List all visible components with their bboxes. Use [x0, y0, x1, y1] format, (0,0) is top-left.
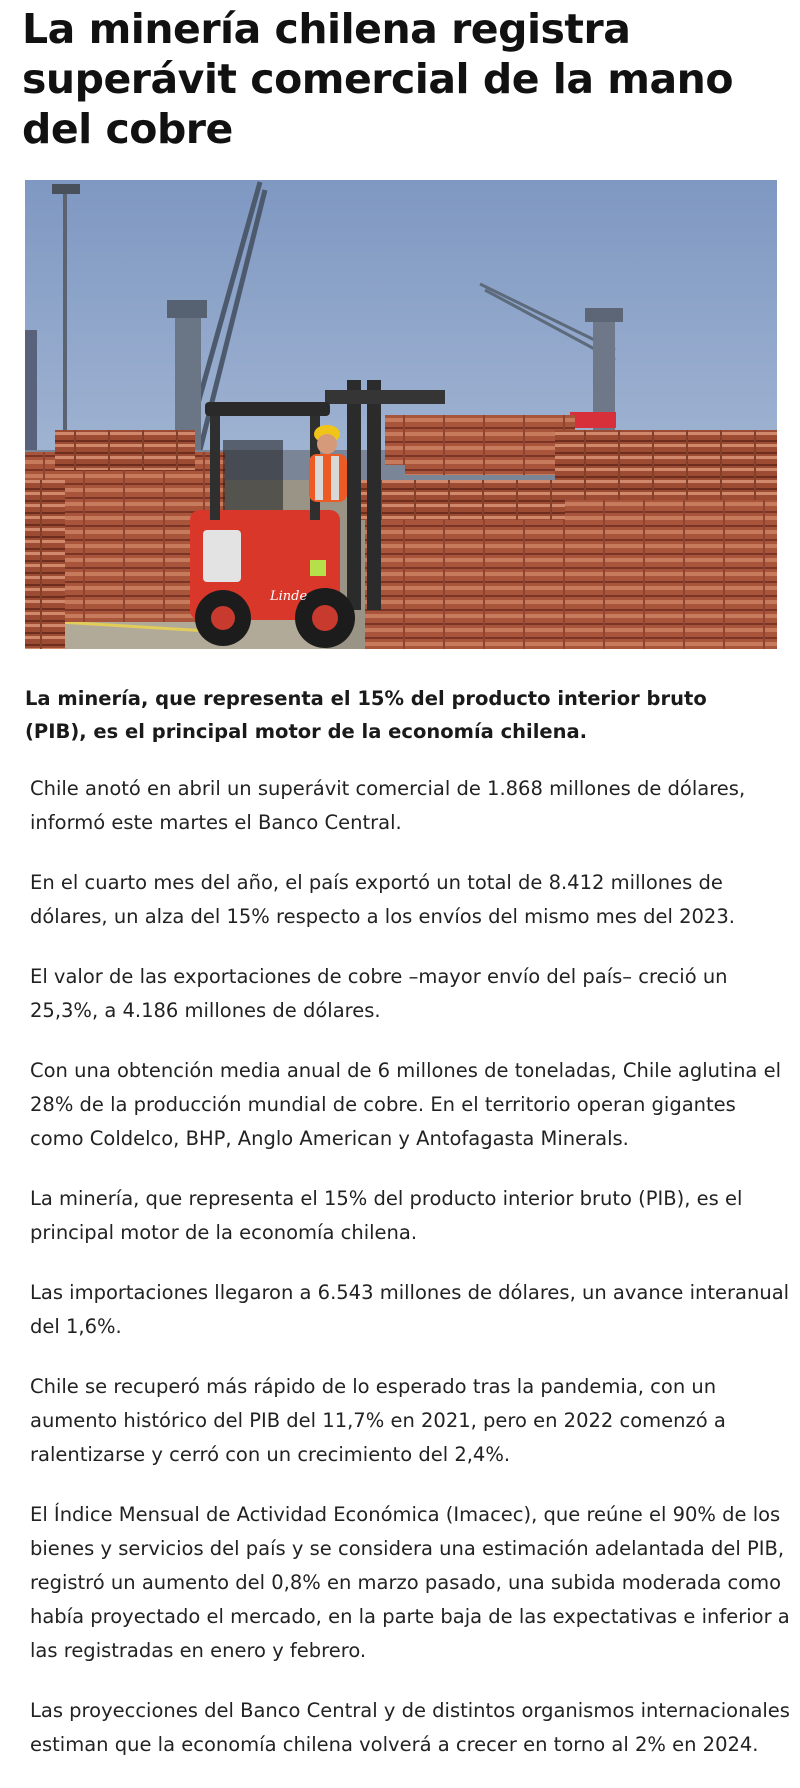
- article-paragraph: El Índice Mensual de Actividad Económica (Imacec), que reúne el 90% de los bienes y servicios del país y se considera una estimación adelantada del PIB, registró un aumento del 0,8% en marzo pasado, una subida moderada como había proyectado el mercado, en la parte baja de las expectativas e inferior a las registradas en enero y febrero.: [30, 1503, 790, 1662]
- article-paragraph: Con una obtención media anual de 6 millones de toneladas, Chile aglutina el 28% de la producción mundial de cobre. En el territorio operan gigantes como Coldelco, BHP, Anglo American y Antofagasta Minerals.: [30, 1059, 781, 1150]
- copper-port-illustration: [25, 180, 777, 649]
- article-paragraph: En el cuarto mes del año, el país exportó un total de 8.412 millones de dólares, un alza del 15% respecto a los envíos del mismo mes del 2023.: [30, 871, 735, 928]
- article-paragraph: Las importaciones llegaron a 6.543 millones de dólares, un avance interanual del 1,6%.: [30, 1281, 790, 1338]
- article-body: [30, 772, 790, 1788]
- forklift-brand-logo: Linde: [270, 589, 308, 604]
- article-paragraph: Las proyecciones del Banco Central y de distintos organismos internacionales estiman que la economía chilena volverá a crecer en torno al 2% en 2024.: [30, 1699, 790, 1756]
- article-headline: La minería chilena registra superávit comercial de la mano del cobre: [22, 5, 734, 153]
- article-paragraph: Chile se recuperó más rápido de lo esperado tras la pandemia, con un aumento histórico del PIB del 11,7% en 2021, pero en 2022 comenzó a ralentizarse y cerró con un crecimiento del 2,4%.: [30, 1375, 726, 1466]
- article-paragraph: La minería, que representa el 15% del producto interior bruto (PIB), es el principal motor de la economía chilena.: [30, 1187, 743, 1244]
- article-paragraph: Chile anotó en abril un superávit comercial de 1.868 millones de dólares, informó este martes el Banco Central.: [30, 777, 746, 834]
- article-photo: [25, 180, 777, 649]
- article-paragraph: El valor de las exportaciones de cobre –mayor envío del país– creció un 25,3%, a 4.186 millones de dólares.: [30, 965, 728, 1022]
- article-lead: La minería, que representa el 15% del producto interior bruto (PIB), es el principal motor de la economía chilena.: [25, 687, 707, 743]
